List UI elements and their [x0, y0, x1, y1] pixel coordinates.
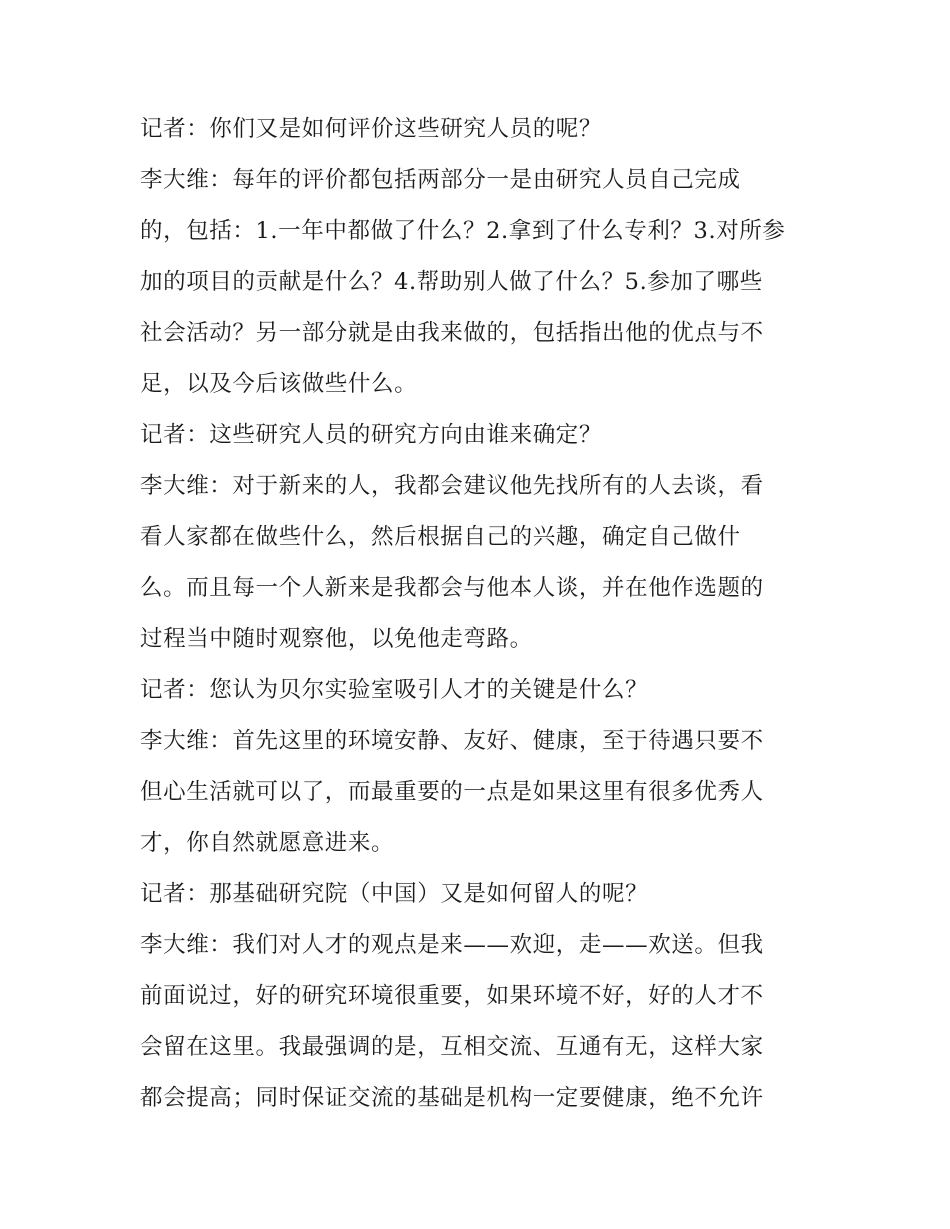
paragraph-reporter-question — [140, 410, 820, 461]
text-line: 记者：您认为贝尔实验室吸引人才的关键是什么？ — [140, 677, 649, 703]
text-line: 才，你自然就愿意进来。 — [140, 830, 395, 856]
paragraph-reporter-question — [140, 665, 820, 716]
text-line: 会留在这里。我最强调的是，互相交流、互通有无，这样大家 — [140, 1034, 764, 1060]
paragraph-answer — [140, 716, 820, 869]
text-line: 记者：那基础研究院（中国）又是如何留人的呢？ — [140, 881, 649, 907]
text-line: 李大维：对于新来的人，我都会建议他先找所有的人去谈，看 — [140, 473, 764, 499]
text-line: 足，以及今后该做些什么。 — [140, 371, 418, 397]
text-line: 的，包括：1.一年中都做了什么？2.拿到了什么专利？3.对所参 — [140, 218, 786, 244]
paragraph-answer — [140, 920, 820, 1124]
text-line: 记者：你们又是如何评价这些研究人员的呢？ — [140, 116, 603, 142]
text-line: 看人家都在做些什么，然后根据自己的兴趣，确定自己做什 — [140, 524, 741, 550]
text-line: 前面说过，好的研究环境很重要，如果环境不好，好的人才不 — [140, 983, 764, 1009]
text-line: 过程当中随时观察他，以免他走弯路。 — [140, 626, 533, 652]
text-line: 加的项目的贡献是什么？4.帮助别人做了什么？5.参加了哪些 — [140, 269, 763, 295]
paragraph-reporter-question — [140, 104, 820, 155]
paragraph-answer — [140, 155, 820, 410]
text-line: 记者：这些研究人员的研究方向由谁来确定？ — [140, 422, 603, 448]
text-line: 李大维：每年的评价都包括两部分一是由研究人员自己完成 — [140, 167, 741, 193]
interview-text — [140, 104, 820, 1124]
text-line: 社会活动？另一部分就是由我来做的，包括指出他的优点与不 — [140, 320, 764, 346]
text-line: 李大维：我们对人才的观点是来——欢迎，走——欢送。但我 — [140, 932, 764, 958]
text-line: 但心生活就可以了，而最重要的一点是如果这里有很多优秀人 — [140, 779, 764, 805]
text-line: 么。而且每一个人新来是我都会与他本人谈，并在他作选题的 — [140, 575, 764, 601]
paragraph-reporter-question — [140, 869, 820, 920]
text-line: 都会提高；同时保证交流的基础是机构一定要健康，绝不允许 — [140, 1085, 764, 1111]
text-line: 李大维：首先这里的环境安静、友好、健康，至于待遇只要不 — [140, 728, 764, 754]
paragraph-answer — [140, 461, 820, 665]
